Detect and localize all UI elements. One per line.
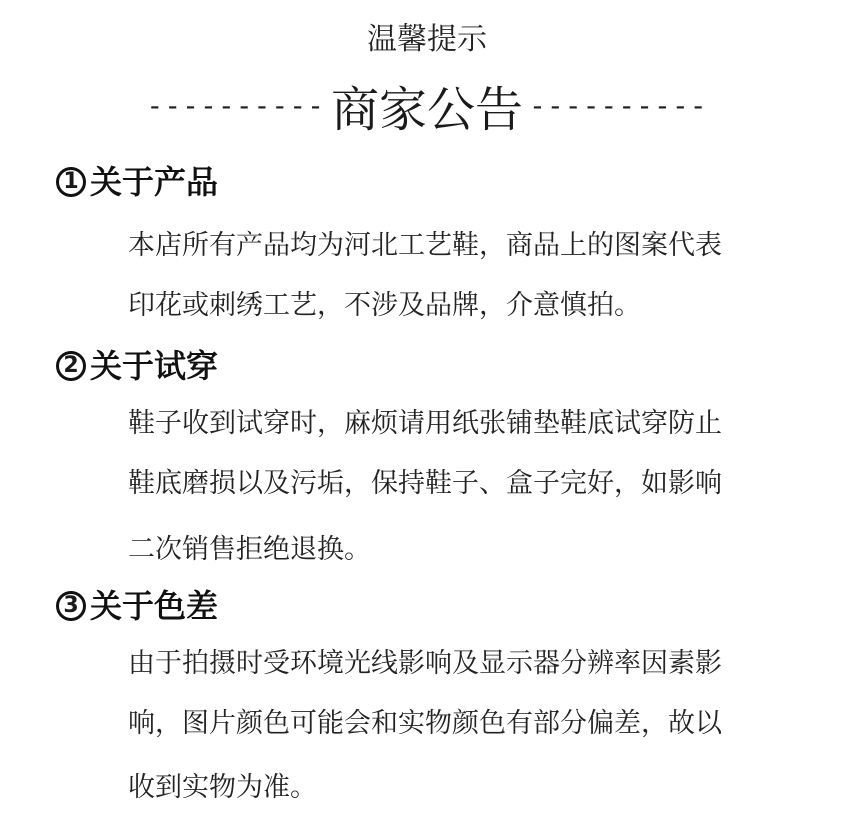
circled-number-2: 2 xyxy=(56,351,86,381)
body-line: 二次销售拒绝退换。 xyxy=(128,534,371,565)
body-line: 鞋子收到试穿时，麻烦请用纸张铺垫鞋底试穿防止 xyxy=(128,408,722,439)
circled-number-1: 1 xyxy=(56,167,86,197)
section-title: 关于试穿 xyxy=(90,347,219,385)
section-product xyxy=(56,160,816,336)
section-body xyxy=(128,634,818,822)
page-subtitle: 温馨提示 xyxy=(367,22,487,57)
section-heading xyxy=(56,584,816,628)
section-body xyxy=(128,216,818,336)
body-line: 本店所有产品均为河北工艺鞋，商品上的图案代表 xyxy=(128,230,722,261)
section-color-difference xyxy=(56,584,816,822)
title-row xyxy=(0,80,854,140)
body-line: 响，图片颜色可能会和实物颜色有部分偏差，故以 xyxy=(128,708,722,739)
section-try-on xyxy=(56,344,816,586)
section-heading xyxy=(56,344,816,388)
section-body xyxy=(128,394,818,586)
title-dash-right: ---------- xyxy=(529,89,708,122)
page-title: 商家公告 xyxy=(330,82,523,138)
section-heading xyxy=(56,160,816,204)
body-line: 收到实物为准。 xyxy=(128,772,317,803)
circled-number-3: 3 xyxy=(56,591,86,621)
body-line: 印花或刺绣工艺，不涉及品牌，介意慎拍。 xyxy=(128,290,641,321)
body-line: 鞋底磨损以及污垢，保持鞋子、盒子完好，如影响 xyxy=(128,468,722,499)
section-title: 关于色差 xyxy=(90,587,219,625)
body-line: 由于拍摄时受环境光线影响及显示器分辨率因素影 xyxy=(128,648,722,679)
section-title: 关于产品 xyxy=(90,163,219,201)
title-dash-left: ---------- xyxy=(146,89,325,122)
